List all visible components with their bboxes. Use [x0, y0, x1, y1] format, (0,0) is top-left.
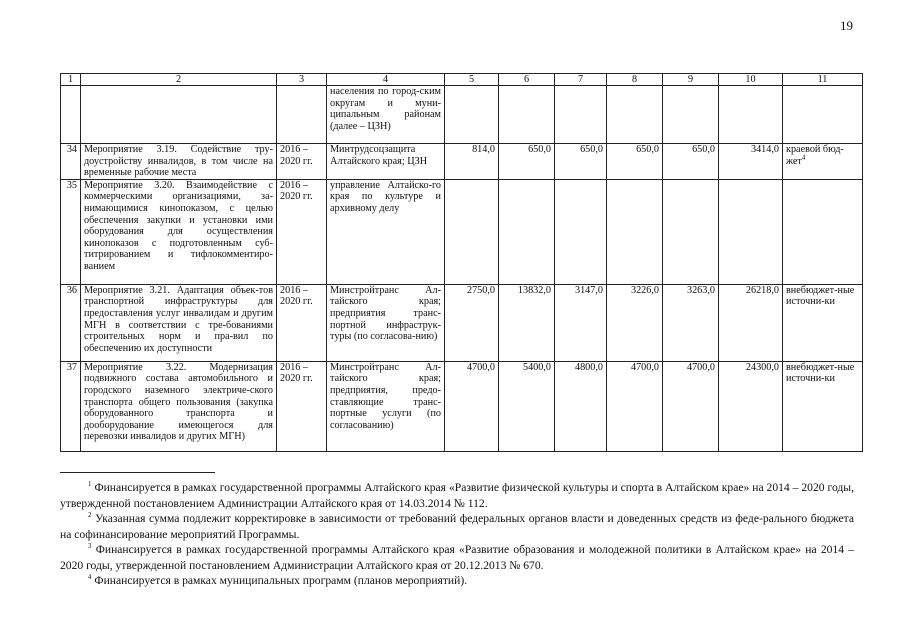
- executor: населения по город-ским округам и муни-ципальным районам (далее – ЦЗН): [327, 86, 445, 144]
- column-header: 1: [61, 74, 81, 86]
- value-col6: 13832,0: [499, 284, 555, 361]
- value-col6: [499, 86, 555, 144]
- column-header: 6: [499, 74, 555, 86]
- value-col5: 2750,0: [445, 284, 499, 361]
- funding-source-text: краевой бюд-жет: [786, 144, 844, 167]
- value-col5: 814,0: [445, 144, 499, 180]
- value-col6: 5400,0: [499, 361, 555, 451]
- column-header: 5: [445, 74, 499, 86]
- table-header-row: [61, 74, 863, 86]
- column-header: 11: [783, 74, 863, 86]
- column-header: 10: [719, 74, 783, 86]
- value-total: 3414,0: [719, 144, 783, 180]
- footnote: [60, 573, 854, 589]
- funding-source: [783, 144, 863, 180]
- activity-name: [81, 86, 277, 144]
- row-number: 34: [61, 144, 81, 180]
- column-header: 9: [663, 74, 719, 86]
- value-col9: 3263,0: [663, 284, 719, 361]
- footnotes: [60, 472, 854, 589]
- funding-source: [783, 86, 863, 144]
- footnote-ref: 4: [801, 153, 806, 162]
- value-col5: 4700,0: [445, 361, 499, 451]
- funding-source: [783, 179, 863, 284]
- executor: Минтрудсоцзащита Алтайского края; ЦЗН: [327, 144, 445, 180]
- value-col7: 4800,0: [555, 361, 607, 451]
- column-header: 3: [277, 74, 327, 86]
- value-col5: [445, 179, 499, 284]
- value-col9: [663, 179, 719, 284]
- table-row: [61, 144, 863, 180]
- footnote-text: Указанная сумма подлежит корректировке в зависимости от требований федеральных органов власти и доведенных средств из феде-рального бюджета на софинансирование мероприятий Программы.: [60, 512, 855, 541]
- value-col8: 4700,0: [607, 361, 663, 451]
- footnote-mark: 1: [88, 480, 92, 489]
- activity-name: Мероприятие 3.20. Взаимодействие с коммерческими организациями, за-нимающимися кинопоказом, с целью обеспечения закупки и установки ими оборудования для осуществления кинопоказов с подготовленным суб-титрированием и тифлокомментиро-ванием: [81, 179, 277, 284]
- value-col7: 650,0: [555, 144, 607, 180]
- executor: Минстройтранс Ал-тайского края; предприятия, предо-ставляющие транс-портные услуги (по согласованию): [327, 361, 445, 451]
- value-col9: [663, 86, 719, 144]
- period: 2016 – 2020 гг.: [277, 284, 327, 361]
- executor: Минстройтранс Ал-тайского края; предприятия транс-портной инфраструк-туры (по согласова-нию): [327, 284, 445, 361]
- activity-name: Мероприятие 3.22. Модернизация подвижного состава автомобильного и городского наземного электриче-ского транспорта общего пользования (закупка оборудованного транспорта и дооборудование имеющегося для перевозки инвалидов и других МГН): [81, 361, 277, 451]
- column-header: 7: [555, 74, 607, 86]
- footnote-mark: 4: [88, 573, 92, 582]
- value-total: [719, 86, 783, 144]
- value-col8: [607, 179, 663, 284]
- table-row: [61, 361, 863, 451]
- value-col6: [499, 179, 555, 284]
- period: 2016 – 2020 гг.: [277, 144, 327, 180]
- footnote-text: Финансируется в рамках государственной программы Алтайского края «Развитие физической культуры и спорта в Алтайском крае» на 2014 – 2020 годы, утвержденной постановлением Администрации Алтайского края от 14.03.2014 № 112.: [60, 481, 854, 510]
- table-row: [61, 86, 863, 144]
- value-col7: [555, 86, 607, 144]
- executor: управление Алтайско-го края по культуре и архивному делу: [327, 179, 445, 284]
- page-number: 19: [840, 18, 853, 33]
- value-col7: [555, 179, 607, 284]
- row-number: 37: [61, 361, 81, 451]
- activity-name: Мероприятие 3.21. Адаптация объек-тов транспортной инфраструктуры для предоставления услуг инвалидам и другим МГН в соответствии с тре-бованиями строительных норм и пра-вил по обеспечению их доступности: [81, 284, 277, 361]
- table-row: [61, 284, 863, 361]
- period: [277, 86, 327, 144]
- footnote: [60, 542, 854, 573]
- activities-table: [60, 73, 863, 452]
- row-number: 36: [61, 284, 81, 361]
- value-col9: 4700,0: [663, 361, 719, 451]
- value-col6: 650,0: [499, 144, 555, 180]
- footnote-text: Финансируется в рамках муниципальных программ (планов мероприятий).: [94, 574, 468, 587]
- footnote-mark: 2: [88, 511, 92, 520]
- footnote-separator: [60, 472, 215, 473]
- row-number: [61, 86, 81, 144]
- value-total: [719, 179, 783, 284]
- value-col8: 650,0: [607, 144, 663, 180]
- footnote: [60, 511, 854, 542]
- column-header: 2: [81, 74, 277, 86]
- value-total: 26218,0: [719, 284, 783, 361]
- funding-source: внебюджет-ные источни-ки: [783, 361, 863, 451]
- value-col8: [607, 86, 663, 144]
- value-col8: 3226,0: [607, 284, 663, 361]
- row-number: 35: [61, 179, 81, 284]
- period: 2016 – 2020 гг.: [277, 179, 327, 284]
- footnote-mark: 3: [88, 542, 92, 551]
- value-col5: [445, 86, 499, 144]
- value-total: 24300,0: [719, 361, 783, 451]
- column-header: 8: [607, 74, 663, 86]
- table-row: [61, 179, 863, 284]
- column-header: 4: [327, 74, 445, 86]
- period: 2016 – 2020 гг.: [277, 361, 327, 451]
- activity-name: Мероприятие 3.19. Содействие тру-доустройству инвалидов, в том числе на временные рабочие места: [81, 144, 277, 180]
- value-col9: 650,0: [663, 144, 719, 180]
- value-col7: 3147,0: [555, 284, 607, 361]
- footnote: [60, 480, 854, 511]
- footnote-text: Финансируется в рамках государственной программы Алтайского края «Развитие образования и молодежной политики в Алтайском крае» на 2014 – 2020 годы, утвержденной постановлением Администрации Алтайского края от 20.12.2013 № 670.: [60, 543, 854, 572]
- funding-source: внебюджет-ные источни-ки: [783, 284, 863, 361]
